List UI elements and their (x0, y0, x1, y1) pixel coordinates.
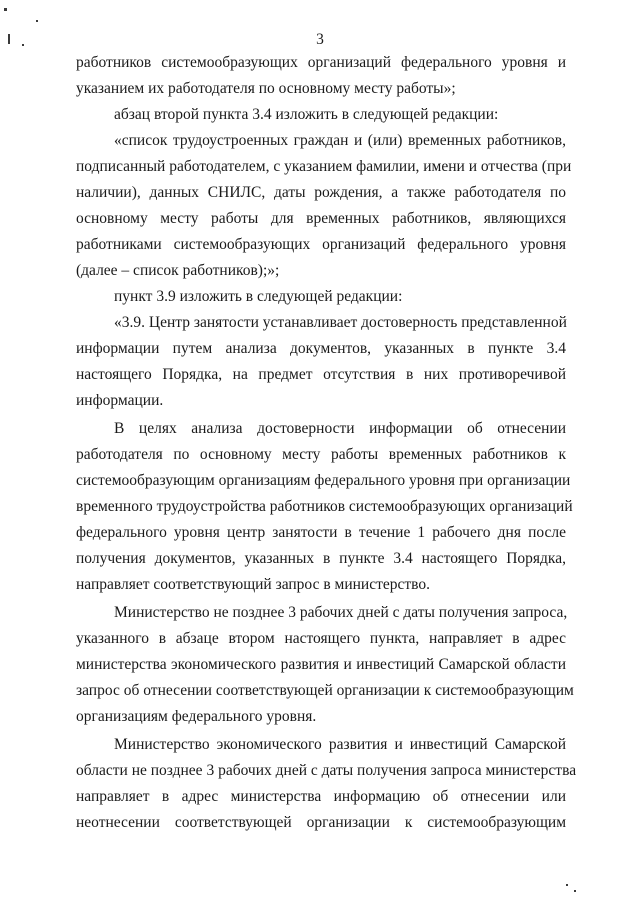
text-line: информации путем анализа документов, указанных в пункте 3.4 (76, 340, 566, 357)
text-line: федерального уровня центр занятости в течение 1 рабочего дня после (76, 524, 566, 541)
text-line: запрос об отнесении соответствующей организации к системообразующим (76, 682, 574, 699)
text-line: системообразующим организациям федерального уровня при организации (76, 472, 571, 489)
page-number: 3 (316, 31, 324, 48)
scan-mark (574, 890, 576, 892)
text-line: указанием их работодателя по основному месту работы»; (76, 80, 456, 97)
text-line: «список трудоустроенных граждан и (или) временных работников, (114, 132, 566, 149)
text-line: области не позднее 3 рабочих дней с даты получения запроса министерства (76, 762, 577, 779)
text-line: работников системообразующих организаций федерального уровня и (76, 54, 566, 71)
text-line: указанного в абзаце втором настоящего пункта, направляет в адрес (76, 630, 566, 647)
text-line: неотнесении соответствующей организации к системообразующим (76, 814, 566, 831)
text-line: В целях анализа достоверности информации об отнесении (114, 420, 566, 437)
text-line: наличии), данных СНИЛС, даты рождения, а также работодателя по (76, 184, 566, 201)
text-line: «3.9. Центр занятости устанавливает достоверность представленной (114, 314, 567, 331)
text-line: абзац второй пункта 3.4 изложить в следующей редакции: (114, 106, 499, 123)
text-line: получения документов, указанных в пункте 3.4 настоящего Порядка, (76, 550, 566, 567)
text-line: основному месту работы для временных работников, являющихся (76, 210, 566, 227)
text-line: временного трудоустройства работников системообразующих организаций (76, 498, 573, 515)
text-line: пункт 3.9 изложить в следующей редакции: (114, 288, 403, 305)
scan-mark (566, 884, 568, 886)
text-line: работниками системообразующих организаций федерального уровня (76, 236, 566, 253)
text-line: министерства экономического развития и инвестиций Самарской области (76, 656, 566, 673)
text-line: работодателя по основному месту работы временных работников к (76, 446, 566, 463)
text-line: Министерство экономического развития и инвестиций Самарской (114, 736, 566, 753)
text-line: организациям федерального уровня. (76, 708, 317, 725)
text-line: подписанный работодателем, с указанием фамилии, имени и отчества (при (76, 158, 572, 175)
text-line: Министерство не позднее 3 рабочих дней с даты получения запроса, (114, 604, 568, 621)
scan-mark (4, 8, 7, 11)
text-line: настоящего Порядка, на предмет отсутствия в них противоречивой (76, 366, 566, 383)
text-line: (далее – список работников);»; (76, 262, 280, 279)
text-line: информации. (76, 392, 164, 409)
text-line: направляет соответствующий запрос в министерство. (76, 576, 430, 593)
text-line: направляет в адрес министерства информацию об отнесении или (76, 788, 566, 805)
scan-mark (36, 20, 38, 22)
